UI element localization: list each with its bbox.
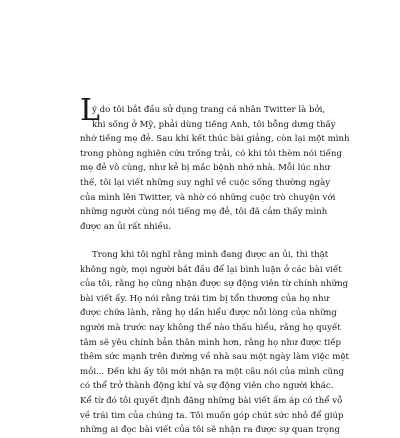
text-line: về trái tim của chúng ta. Tôi muốn góp chút sức nhỏ để giúp	[80, 410, 344, 421]
paragraph-2	[80, 248, 349, 438]
text-line: tâm sẽ yêu chính bản thân mình hơn, rằng họ như được tiếp	[80, 337, 341, 348]
text-line: thế, tôi lại viết những suy nghĩ về cuộc sống thường ngày	[80, 177, 331, 188]
text-line: Trong khi tôi nghĩ rằng mình đang được an ủi, thì thật	[92, 250, 329, 260]
text-line: có thể trở thành động khí và sự động viên cho người khác.	[80, 381, 334, 392]
text-line: thêm sức mạnh trên đường về nhà sau một ngày làm việc mệt	[80, 352, 349, 363]
text-line: những ai đọc bài viết của tôi sẽ nhận ra được sự quan trọng	[80, 425, 340, 436]
text-line: của tôi, rằng họ cũng nhận được sự động viên từ chính những	[80, 279, 349, 290]
text-line: Kể từ đó tôi quyết định đăng những bài viết ấm áp có thể vỗ	[80, 395, 343, 406]
text-line: của mình lên Twitter, và nhờ có những cuộc trò chuyện với	[80, 192, 336, 203]
text-line: không ngờ, mọi người bắt đầu để lại bình luận ở các bài viết	[80, 264, 342, 275]
text-line: mẹ đẻ vô cùng, như kẻ bị mắc bệnh nhớ nhà. Mỗi lúc như	[80, 163, 331, 174]
text-line: được chữa lành, rằng họ dần hiểu được nỗi lòng của những	[80, 308, 337, 319]
text-line: khi sống ở Mỹ, phải dùng tiếng Anh, tôi bỗng dưng thấy	[92, 119, 336, 130]
text-line: ý do tôi bắt đầu sử dụng trang cá nhân Twitter là bởi,	[92, 105, 326, 115]
drop-cap-letter: L	[80, 93, 100, 128]
paragraph-1	[80, 103, 350, 234]
text-line: được an ủi rất nhiều.	[80, 221, 172, 232]
text-line: những người cùng nói tiếng mẹ đẻ, tôi đã cảm thấy mình	[80, 207, 328, 218]
text-line: nhớ tiếng mẹ đẻ. Sau khi kết thúc bài giảng, còn lại một mình	[80, 134, 350, 145]
text-line: người mà trước nay không thể nào thấu hiểu, rằng họ quyết	[80, 322, 341, 333]
text-line: trong phòng nghiên cứu trống trải, có khi tôi thèm nói tiếng	[80, 148, 342, 159]
text-line: mỏi... Đến khi ấy tôi mới nhận ra một câu nói của mình cũng	[80, 366, 345, 377]
text-line: bài viết ấy. Họ nói rằng trái tim bị tổn thương của họ như	[80, 293, 330, 304]
